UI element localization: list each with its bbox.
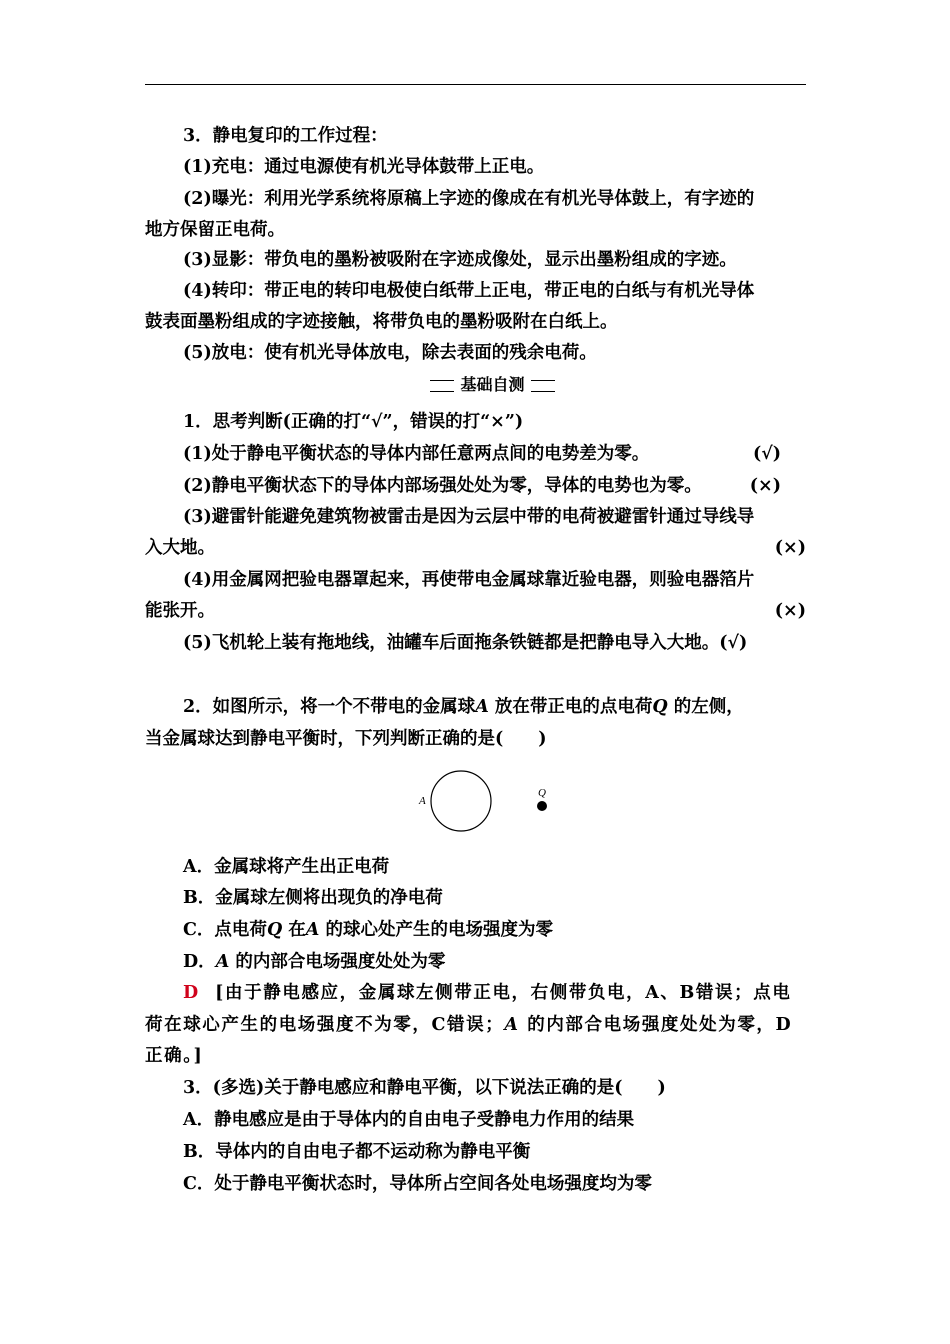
q2-option-c-part-1: C．点电荷 xyxy=(183,920,267,940)
badge-right-bar xyxy=(531,380,555,392)
section-badge xyxy=(430,375,555,395)
q2-var-a: A xyxy=(475,697,489,717)
q1-item-4-mark: (×) xyxy=(774,601,806,621)
q2-stem-part-1: 2．如图所示，将一个不带电的金属球 xyxy=(183,697,476,717)
point-charge-q xyxy=(537,801,547,811)
q2-option-c xyxy=(183,919,806,941)
step-developing: (3)显影：带负电的墨粉被吸附在字迹成像处，显示出墨粉组成的字迹。 xyxy=(183,250,737,270)
q1-item-1 xyxy=(183,443,806,465)
step-exposure: (2)曝光：利用光学系统将原稿上字迹的像成在有机光导体鼓上，有字迹的 xyxy=(183,189,755,209)
q2-explanation-1-text: [由于静电感应，金属球左侧带正电，右侧带负电，A、B错误；点电 xyxy=(215,983,792,1003)
q1-title: 1．思考判断(正确的打“√”，错误的打“×”) xyxy=(183,412,524,432)
q2-option-d xyxy=(183,951,806,973)
q1-item-4-cont xyxy=(145,600,806,622)
q3-option-a: A．静电感应是由于导体内的自由电子受静电力作用的结果 xyxy=(183,1110,635,1130)
q2-explanation-2-part-1: 荷在球心产生的电场强度不为零，C错误； xyxy=(145,1015,505,1035)
q3-option-b: B．导体内的自由电子都不运动称为静电平衡 xyxy=(183,1142,531,1162)
q2-option-b: B．金属球左侧将出现负的净电荷 xyxy=(183,888,443,908)
badge-text: 基础自测 xyxy=(460,375,525,394)
q3-title: 3．(多选)关于静电感应和静电平衡，以下说法正确的是( ) xyxy=(183,1078,666,1098)
q2-option-d-var-a: A xyxy=(215,952,230,972)
q2-stem-part-2: 放在带正电的点电荷 xyxy=(494,697,653,717)
q2-option-c-part-2: 在 xyxy=(288,920,306,940)
step-transfer: (4)转印：带正电的转印电极使白纸带上正电，带正电的白纸与有机光导体 xyxy=(183,281,755,301)
q1-item-2 xyxy=(183,475,806,497)
section-title: 3．静电复印的工作过程： xyxy=(183,126,388,146)
q2-explanation-var-a: A xyxy=(504,1015,520,1035)
q2-option-d-part-2: 的内部合电场强度处处为零 xyxy=(235,952,446,972)
step-charging: (1)充电：通过电源使有机光导体鼓带上正电。 xyxy=(183,157,545,177)
header-rule xyxy=(145,84,806,85)
q3-option-c: C．处于静电平衡状态时，导体所占空间各处电场强度均为零 xyxy=(183,1174,652,1194)
q1-item-3-text: 入大地。 xyxy=(145,538,215,558)
badge-left-bar xyxy=(430,380,454,392)
q2-explanation-2-part-2: 的内部合电场强度处处为零，D xyxy=(527,1015,793,1035)
q2-stem-part-3: 的左侧， xyxy=(673,697,744,717)
step-exposure-cont: 地方保留正电荷。 xyxy=(145,220,285,240)
q1-item-5: (5)飞机轮上装有拖地线，油罐车后面拖条铁链都是把静电导入大地。(√) xyxy=(183,633,748,653)
q1-item-3-mark: (×) xyxy=(774,538,806,558)
step-discharge: (5)放电：使有机光导体放电，除去表面的残余电荷。 xyxy=(183,343,597,363)
q2-option-a: A．金属球将产生出正电荷 xyxy=(183,857,390,877)
q2-stem-2: 当金属球达到静电平衡时，下列判断正确的是( ) xyxy=(145,729,547,749)
q2-explanation-2 xyxy=(145,1014,806,1036)
q1-item-3: (3)避雷针能避免建筑物被雷击是因为云层中带的电荷被避雷针通过导线导 xyxy=(183,507,755,527)
q2-option-c-part-3: 的球心处产生的电场强度为零 xyxy=(325,920,553,940)
q2-explanation-3: 正确。] xyxy=(145,1046,204,1066)
q1-item-4: (4)用金属网把验电器罩起来，再使带电金属球靠近验电器，则验电器箔片 xyxy=(183,570,755,590)
q2-answer: D xyxy=(183,983,200,1003)
q2-option-c-var-a: A xyxy=(305,920,320,940)
step-transfer-cont: 鼓表面墨粉组成的字迹接触，将带负电的墨粉吸附在白纸上。 xyxy=(145,312,618,332)
q2-figure xyxy=(410,762,560,838)
q2-option-c-var-q: Q xyxy=(266,920,283,940)
q1-item-4-text: 能张开。 xyxy=(145,601,215,621)
q1-item-2-mark: (×) xyxy=(749,476,781,496)
q2-option-d-part-1: D． xyxy=(183,952,216,972)
label-a: A xyxy=(419,795,426,807)
q2-figure-svg xyxy=(410,762,560,838)
label-q: Q xyxy=(538,787,546,799)
q1-item-3-cont xyxy=(145,537,806,559)
q1-item-2-text: (2)静电平衡状态下的导体内部场强处处为零，导体的电势也为零。 xyxy=(183,476,702,496)
q1-item-1-text: (1)处于静电平衡状态的导体内部任意两点间的电势差为零。 xyxy=(183,444,650,464)
q1-item-1-mark: (√) xyxy=(752,444,781,464)
q2-var-q: Q xyxy=(652,697,668,717)
q2-stem-1 xyxy=(183,696,806,718)
metal-sphere-a xyxy=(431,771,491,831)
q2-explanation-1 xyxy=(183,982,806,1004)
